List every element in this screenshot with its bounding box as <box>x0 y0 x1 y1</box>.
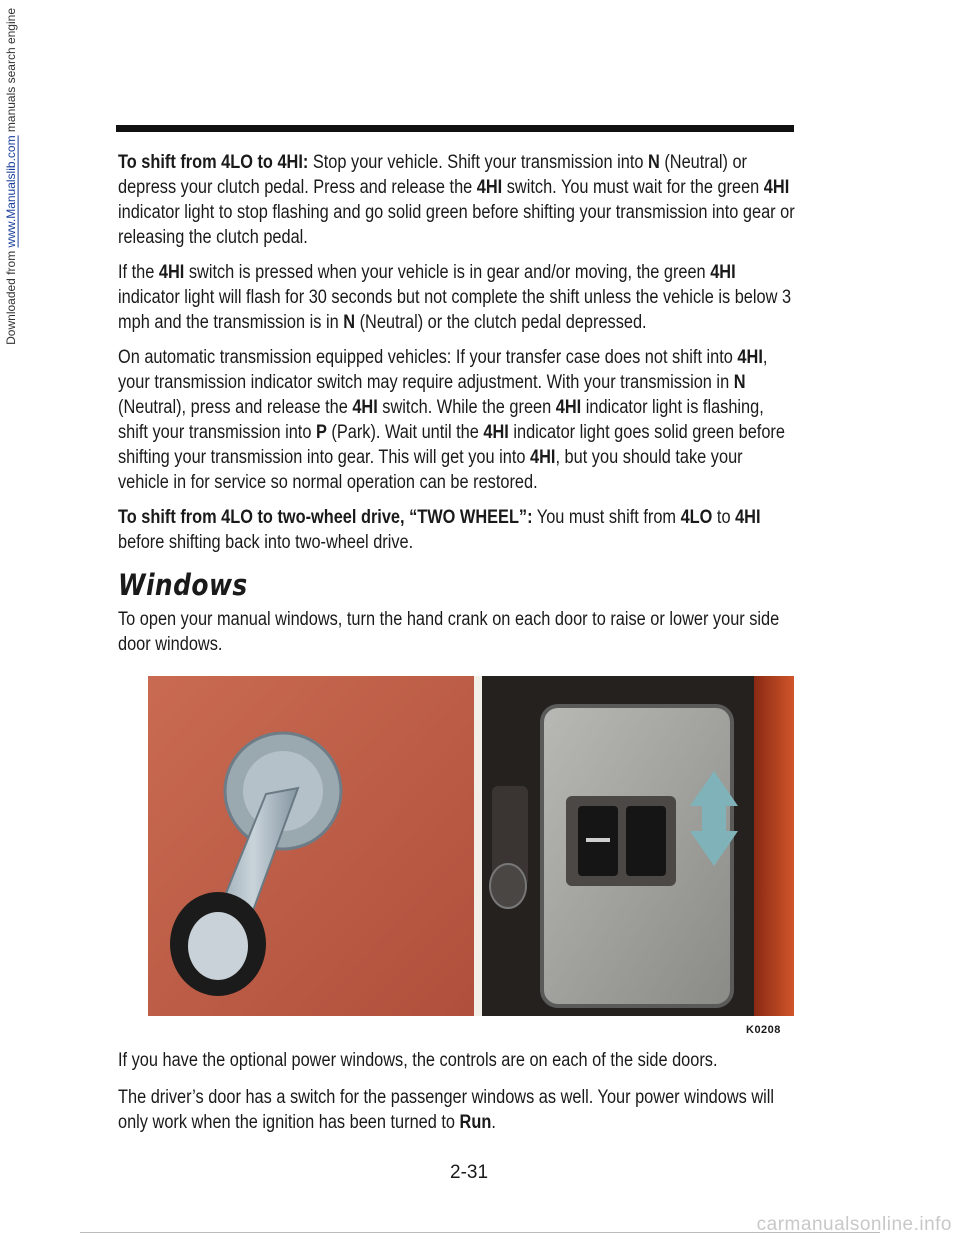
main-text <box>118 150 796 667</box>
lock-button <box>490 864 526 908</box>
header-rule <box>116 125 794 132</box>
text: (Neutral) or depress your clutch pedal. Press and release the <box>118 152 747 198</box>
text: indicator light will flash for 30 seconds but not complete the shift unless the vehicle is below 3 mph and the transmission is in <box>118 287 792 333</box>
paragraph-power-windows: If you have the optional power windows, the controls are on each of the side doors. <box>118 1050 718 1071</box>
bold-term: 4HI <box>530 447 556 468</box>
paragraph-driver-door-switch <box>118 1085 796 1135</box>
text: . <box>491 1112 496 1133</box>
watermark: carmanualsonline.info <box>756 1214 952 1235</box>
text: If the <box>118 262 159 283</box>
text: Stop your vehicle. Shift your transmission into <box>308 152 649 173</box>
paragraph-shift-two-wheel <box>118 505 796 555</box>
photo-divider <box>474 676 482 1016</box>
text: You must shift from <box>532 507 681 528</box>
bold-term: N <box>733 372 746 393</box>
subheading-shift-two-wheel: To shift from 4LO to two-wheel drive, “TWO WHEEL”: <box>118 507 533 528</box>
text: (Park). Wait until the <box>326 422 484 443</box>
crank-knob-cap <box>188 912 248 980</box>
bold-term: 4HI <box>158 262 185 283</box>
bold-term: 4HI <box>763 177 790 198</box>
bold-term: 4HI <box>483 422 509 443</box>
window-switch-right <box>626 806 666 876</box>
text: to <box>712 507 736 528</box>
text: The driver’s door has a switch for the passenger windows as well. Your power windows will only work when the ignition has been turned to <box>118 1087 775 1133</box>
bold-term: Run <box>459 1112 492 1133</box>
bold-term: 4HI <box>352 397 378 418</box>
text: switch. While the green <box>377 397 556 418</box>
arrow-shaft <box>702 804 726 832</box>
text: (Neutral) or the clutch pedal depressed. <box>355 312 647 333</box>
text: before shifting back into two-wheel drive. <box>118 532 414 553</box>
bold-term: N <box>648 152 660 173</box>
download-note-suffix: manuals search engine <box>4 8 18 136</box>
bold-term: 4HI <box>476 177 503 198</box>
figure-code: K0208 <box>746 1024 781 1036</box>
download-note <box>4 8 18 345</box>
text: indicator light goes solid green before shifting your transmission into gear. This will get you into <box>118 422 785 468</box>
bold-term: 4HI <box>735 507 761 528</box>
window-controls-illustration <box>148 676 794 1016</box>
text: , your transmission indicator switch may require adjustment. With your transmission in <box>118 347 768 393</box>
paragraph-manual-windows: To open your manual windows, turn the hand crank on each door to raise or lower your side door windows. <box>118 609 780 655</box>
bold-term: 4HI <box>710 262 736 283</box>
text: indicator light is flashing, shift your transmission into <box>118 397 764 443</box>
subheading-shift-4lo-4hi: To shift from 4LO to 4HI: <box>118 152 309 173</box>
page-number: 2-31 <box>450 1162 489 1183</box>
text: On automatic transmission equipped vehicles: If your transfer case does not shift into <box>118 347 738 368</box>
bold-term: 4HI <box>737 347 763 368</box>
window-controls-photo <box>148 676 794 1016</box>
text: , but you should take your vehicle in for service so normal operation can be restored. <box>118 447 743 493</box>
door-edge <box>754 676 794 1016</box>
paragraph-automatic-transmission <box>118 345 796 495</box>
text: indicator light to stop flashing and go solid green before shifting your transmission into gear or releasing the clutch pedal. <box>118 202 795 248</box>
manualslib-link[interactable]: www.Manualslib.com <box>4 135 18 248</box>
bold-term: N <box>343 312 356 333</box>
text: switch. You must wait for the green <box>502 177 764 198</box>
bold-term: 4LO <box>680 507 713 528</box>
download-note-prefix: Downloaded from <box>4 247 18 345</box>
switch-mark <box>586 838 610 842</box>
section-title-windows: Windows <box>118 568 248 602</box>
paragraph-shift-4lo-4hi <box>118 150 796 250</box>
paragraph-4hi-moving <box>118 260 796 335</box>
text: (Neutral), press and release the <box>118 397 353 418</box>
bold-term: 4HI <box>555 397 582 418</box>
bold-term: P <box>315 422 327 443</box>
text: switch is pressed when your vehicle is in gear and/or moving, the green <box>184 262 711 283</box>
power-windows-text <box>118 1048 796 1147</box>
